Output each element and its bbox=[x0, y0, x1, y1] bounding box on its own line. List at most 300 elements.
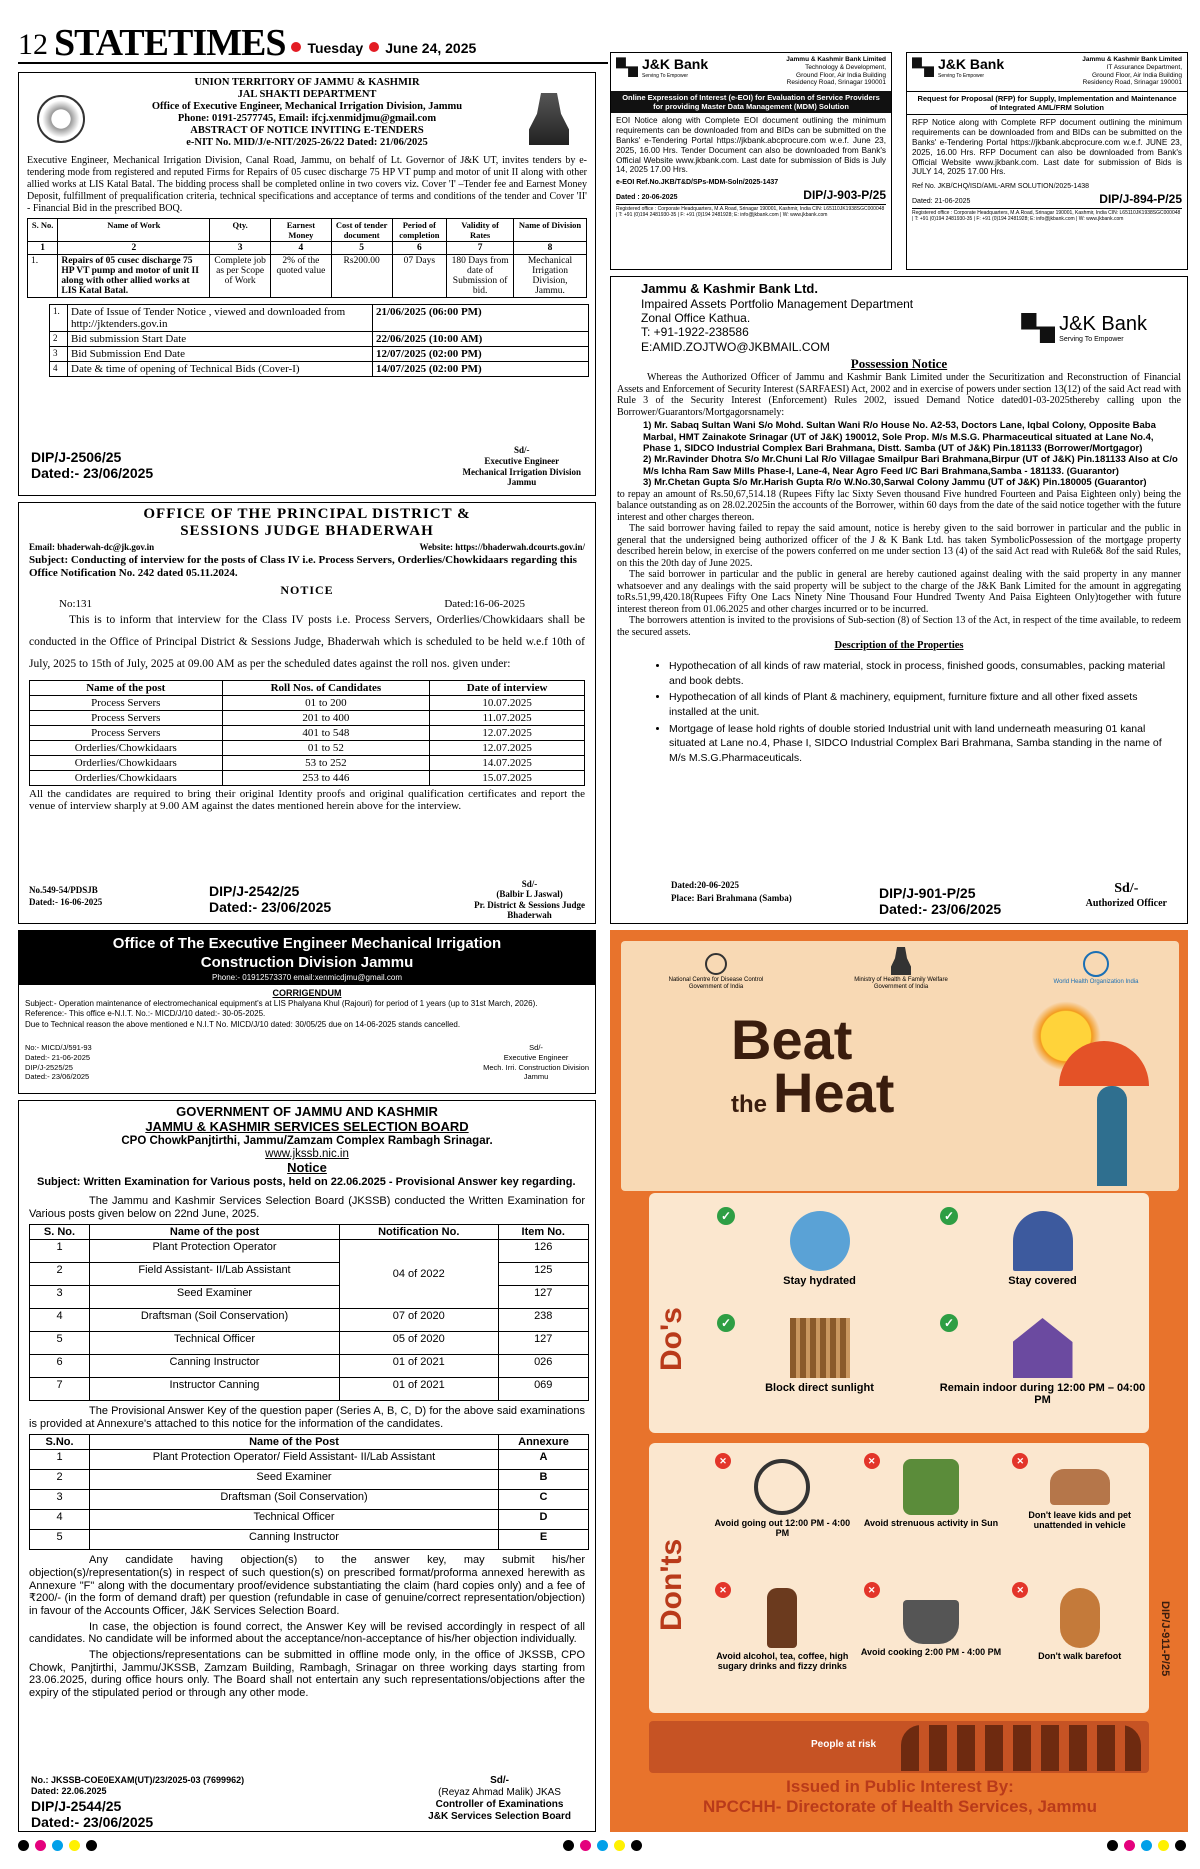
signature: Sd/- bbox=[513, 445, 530, 455]
cell: 4 bbox=[50, 362, 68, 377]
registration-dot-icon bbox=[86, 1840, 97, 1851]
registration-dot-icon bbox=[580, 1840, 591, 1851]
table-row bbox=[30, 740, 585, 755]
farmer-icon bbox=[903, 1459, 959, 1515]
issue-date: June 24, 2025 bbox=[385, 40, 477, 56]
table-row bbox=[30, 1240, 589, 1263]
ashoka-emblem-icon bbox=[891, 947, 911, 975]
dip-date: Dated:- 23/06/2025 bbox=[31, 465, 154, 481]
cell: 15.07.2025 bbox=[430, 770, 585, 785]
cooking-pot-icon bbox=[903, 1600, 959, 1644]
description-title: Description of the Properties bbox=[834, 640, 964, 651]
jkssb-notice bbox=[18, 1100, 596, 1832]
table-header: Cost of tender document bbox=[331, 219, 392, 242]
property-item: • Mortgage of lease hold rights of double storied Industrial unit with land underneath measuring 01 kanal situated at Lane no.4, Phase I, SIDCO Industrial Complex Bari Brahmana, Samba standing in the name of M/s M.S.G.Pharmaceuticals. bbox=[669, 722, 1175, 766]
jkbank-logo-icon bbox=[1021, 313, 1055, 343]
cell: 12.07.2025 bbox=[430, 725, 585, 740]
cell: 2 bbox=[50, 332, 68, 347]
cell: 5 bbox=[30, 1530, 90, 1550]
col-num: 5 bbox=[331, 242, 392, 255]
jkssb-mid: The Provisional Answer Key of the question paper (Series A, B, C, D) for the above said examinations is provided at Annexure's attached to this notice for the information of the candidates. bbox=[29, 1405, 585, 1430]
eoi-title: Online Expression of Interest (e-EOI) for Evaluation of Service Providers for providing Master Data Management (MDM) Solution bbox=[611, 91, 891, 113]
cell: Repairs of 05 cusec discharge 75 HP VT pump and motor of unit II along with other allied works at LIS Katal Batal. bbox=[58, 255, 210, 298]
table-row bbox=[30, 1470, 589, 1490]
car-icon bbox=[1050, 1469, 1110, 1505]
cell: 3 bbox=[50, 347, 68, 362]
page-number: 12 bbox=[18, 28, 48, 61]
table-row bbox=[50, 362, 589, 377]
masthead bbox=[18, 22, 608, 64]
cell: 01 to 52 bbox=[222, 740, 430, 755]
cell: 01 of 2021 bbox=[340, 1355, 499, 1378]
cell: 1 bbox=[30, 1240, 90, 1263]
cell: Mechanical Irrigation Division, Jammu. bbox=[514, 255, 587, 298]
cell: 05 of 2020 bbox=[340, 1332, 499, 1355]
construction-phone: Phone:- 01912573370 email:xenmicdjmu@gmail.com bbox=[212, 972, 402, 982]
bhaderwah-email: Email: bhaderwah-dc@jk.gov.in bbox=[29, 542, 155, 552]
signatory: (Reyaz Ahmad Malik) JKAS bbox=[438, 1787, 561, 1798]
cell: E bbox=[499, 1530, 589, 1550]
cell: 04 of 2022 bbox=[340, 1240, 499, 1309]
bhaderwah-notice-heading: NOTICE bbox=[280, 583, 334, 598]
construction-title1: Office of The Executive Engineer Mechanical Irrigation bbox=[112, 935, 502, 952]
people-at-risk-label: People at risk bbox=[811, 1739, 877, 1750]
bottle-icon bbox=[767, 1588, 797, 1648]
table-row bbox=[30, 755, 585, 770]
jkbank-possession-notice bbox=[610, 276, 1188, 924]
cell: Orderlies/Chowkidaars bbox=[30, 755, 223, 770]
bhaderwah-footer: All the candidates are required to bring their original Identity proofs and original qualification certificates and report the venue of interview sharply at 9.00 AM against the dates mentioned herein above for the interview. bbox=[29, 787, 585, 812]
cross-icon: ✕ bbox=[715, 1453, 731, 1469]
bank-address-line: Ground Floor, Air India Building bbox=[1092, 71, 1182, 79]
cell: 01 to 200 bbox=[222, 695, 430, 710]
borrower-entry: 1) Mr. Sabaq Sultan Wani S/o Mohd. Sultan Wani R/o House No. A2-53, Doctors Lane, Iqbal Colony, Opposite Baba Marbal, HMT Zainakote Srinagar (UT of J&K) 190012, Sole Prop. M/s M.S.G. Pharmaceutical situated at Lane No.4, Phase 1, SIDCO Industrial Complex Bari Brahmana, Distt. Samba (UT of J&K) Pin.181133 (Borrower/Mortgagor) bbox=[643, 420, 1156, 454]
bank-address-line: Technology & Development, bbox=[805, 63, 886, 71]
possession-h2: Impaired Assets Portfolio Management Department bbox=[641, 296, 914, 311]
bhaderwah-date: Dated:16-06-2025 bbox=[444, 598, 525, 611]
cell: Plant Protection Operator/ Field Assistant- II/Lab Assistant bbox=[90, 1450, 499, 1470]
table-row bbox=[30, 695, 585, 710]
table-header: Name of the post bbox=[90, 1225, 340, 1240]
bank-address-line: Jammu & Kashmir Bank Limited bbox=[786, 56, 886, 63]
property-item: • Hypothecation of all kinds of raw material, stock in process, finished goods, consumables, packing material and book debts. bbox=[669, 659, 1175, 688]
cell: Seed Examiner bbox=[90, 1470, 499, 1490]
possession-para2: to repay an amount of Rs.50,67,514.18 (Rupees Fifty lac Sixty Seven thousand Five hundred Fourteen and Paisa Eighteen only) being the balance outstanding as on 28.02.2025in the accounts of the Borrower, within 60 days from the date of the said notice together with the future interest and other charges thereon. bbox=[617, 488, 1181, 523]
dip-date: Dated:- 23/06/2025 bbox=[25, 1072, 90, 1082]
dip-number: DIP/J-2542/25 bbox=[209, 883, 300, 899]
jkbank-logo-icon bbox=[912, 57, 934, 77]
table-row bbox=[50, 305, 589, 332]
dip-number: DIP/J-911-P/25 bbox=[1159, 1601, 1171, 1677]
cell: Process Servers bbox=[30, 710, 223, 725]
brand-name: J&K Bank bbox=[1059, 313, 1147, 335]
jkbank-rfp-notice bbox=[906, 52, 1188, 270]
cell: 6 bbox=[30, 1355, 90, 1378]
table-header: S. No. bbox=[28, 219, 58, 242]
ncdc-logo-icon bbox=[705, 953, 727, 975]
signatory-place: Jammu bbox=[507, 477, 537, 488]
bhaderwah-website: Website: https://bhaderwah.dcourts.gov.in/ bbox=[419, 542, 585, 552]
ref-number: No:- MICD/J/591-93 bbox=[25, 1043, 92, 1052]
newspaper-name: STATETIMES bbox=[54, 22, 286, 64]
cell: 1 bbox=[30, 1450, 90, 1470]
do-item: Stay hydrated bbox=[783, 1275, 856, 1287]
dont-item: Avoid strenuous activity in Sun bbox=[863, 1518, 999, 1528]
table-header: Name of Division bbox=[514, 219, 587, 242]
cell: Instructor Canning bbox=[90, 1378, 340, 1401]
who-logo-icon bbox=[1083, 951, 1109, 977]
cell: Bid Submission End Date bbox=[68, 347, 373, 362]
table-row bbox=[30, 1510, 589, 1530]
jal-work-table bbox=[27, 218, 587, 298]
eoi-date: Dated : 20-06-2025 bbox=[616, 193, 678, 201]
dip-number: DIP/J-894-P/25 bbox=[1099, 191, 1182, 206]
cell: Complete job as per Scope of Work bbox=[210, 255, 271, 298]
cell: 01 of 2021 bbox=[340, 1378, 499, 1401]
table-row bbox=[30, 1263, 589, 1286]
dip-number: DIP/J-2525/25 bbox=[25, 1062, 73, 1072]
table-header: Earnest Money bbox=[271, 219, 332, 242]
cell: 4 bbox=[30, 1309, 90, 1332]
table-header: Period of completion bbox=[392, 219, 447, 242]
cell: 3 bbox=[30, 1490, 90, 1510]
jkssb-exam-table bbox=[29, 1224, 589, 1401]
possession-h4: T: +91-1922-238586 bbox=[641, 325, 749, 340]
table-header: Item No. bbox=[498, 1225, 589, 1240]
registration-dot-icon bbox=[1124, 1840, 1135, 1851]
emblem-icon bbox=[37, 95, 85, 143]
issue-day: Tuesday bbox=[307, 40, 364, 56]
do-item: Stay covered bbox=[1008, 1275, 1077, 1287]
title-beat: Beat bbox=[731, 1008, 853, 1071]
cross-icon: ✕ bbox=[715, 1582, 731, 1598]
cell: 126 bbox=[498, 1240, 589, 1263]
cell: 22/06/2025 (10:00 AM) bbox=[373, 332, 589, 347]
cell: 2 bbox=[30, 1470, 90, 1490]
dont-item: Avoid going out 12:00 PM - 4:00 PM bbox=[714, 1518, 851, 1538]
rfp-body: RFP Notice along with Complete RFP document outlining the minimum requirements can be downloaded from and BIDs can be submitted on the Banks' e-Tendering Portal https://jkbank.abcprocure.com w.e.f. JUNE 23, 2025, 16.00 Hrs. RFP Document can also be downloaded from Bank's Official Website www.jkbank.com. Last date for submission of Bids is JULY 14, 2025 17.00 Hrs. bbox=[912, 118, 1182, 177]
table-header: Name of the post bbox=[30, 680, 223, 695]
cross-icon: ✕ bbox=[1012, 1453, 1028, 1469]
bank-footer: Registered office : Corporate Headquarters, M.A.Road, Srinagar 190001, Kashmir, India CIN: L65110JK1938SGC000048 | T: +91 (0)194 2481930-35 | F: +91 (0)194 2481928; E: info@jkbank.com | W: www.jkbank.com bbox=[616, 206, 885, 219]
jal-line1: UNION TERRITORY OF JAMMU & KASHMIR bbox=[194, 77, 420, 88]
issued-by-line1: Issued in Public Interest By: bbox=[786, 1777, 1014, 1796]
table-header: S. No. bbox=[30, 1225, 90, 1240]
cell: 026 bbox=[498, 1355, 589, 1378]
jkssb-title1: GOVERNMENT OF JAMMU AND KASHMIR bbox=[176, 1104, 438, 1119]
table-header: Roll Nos. of Candidates bbox=[222, 680, 430, 695]
cell: Draftsman (Soil Conservation) bbox=[90, 1490, 499, 1510]
table-row bbox=[30, 1450, 589, 1470]
cell: 201 to 400 bbox=[222, 710, 430, 725]
cell: 2% of the quoted value bbox=[271, 255, 332, 298]
signatory-place: Jammu bbox=[523, 1072, 549, 1082]
do-item: Remain indoor during 12:00 PM – 04:00 PM bbox=[939, 1382, 1146, 1406]
signatory-office: Mechanical Irrigation Division bbox=[462, 466, 581, 477]
cross-icon: ✕ bbox=[864, 1453, 880, 1469]
registration-dot-icon bbox=[631, 1840, 642, 1851]
jal-shakti-tender-notice bbox=[18, 72, 596, 496]
signatory: Authorized Officer bbox=[1085, 897, 1167, 909]
dip-number: DIP/J-2544/25 bbox=[31, 1798, 122, 1814]
signatory-org: J&K Services Selection Board bbox=[428, 1811, 571, 1822]
registration-dot-icon bbox=[35, 1840, 46, 1851]
jal-line2: JAL SHAKTI DEPARTMENT bbox=[237, 89, 377, 101]
col-num: 8 bbox=[514, 242, 587, 255]
borrower-entry: 3) Mr.Chetan Gupta S/o Mr.Harish Gupta R/o W.No.30,Sarwal Colony Jammu (UT of J&K) Pin.180005 (Guarantor) bbox=[643, 477, 1147, 489]
dip-date: Dated:- 23/06/2025 bbox=[879, 901, 1002, 917]
cell: 1. bbox=[50, 305, 68, 332]
cell: 53 to 252 bbox=[222, 755, 430, 770]
cell: Date of Issue of Tender Notice , viewed and downloaded from http://jktenders.gov.in bbox=[68, 305, 373, 332]
registration-dot-icon bbox=[1141, 1840, 1152, 1851]
jkssb-title3: CPO ChowkPanjtirthi, Jammu/Zamzam Complex Rambagh Srinagar. bbox=[121, 1134, 493, 1147]
table-row bbox=[30, 725, 585, 740]
signatory-office: Pr. District & Sessions Judge bbox=[474, 899, 585, 910]
table-header: Annexure bbox=[499, 1435, 589, 1450]
jal-line5: ABSTRACT OF NOTICE INVITING E-TENDERS bbox=[190, 125, 424, 137]
ref-date: Dated:- 16-06-2025 bbox=[29, 896, 103, 907]
jkssb-notice-heading: Notice bbox=[287, 1160, 327, 1176]
cell: Technical Officer bbox=[90, 1332, 340, 1355]
cell: 7 bbox=[30, 1378, 90, 1401]
registration-dot-icon bbox=[1158, 1840, 1169, 1851]
table-row bbox=[30, 770, 585, 785]
jal-line4: Phone: 0191-2577745, Email: ifcj.xenmidjmu@gmail.com bbox=[177, 113, 437, 125]
jkssb-intro: The Jammu and Kashmir Services Selection Board (JKSSB) conducted the Written Examination for Various posts given below on 22nd June, 2025. bbox=[29, 1194, 585, 1220]
possession-place: Place: Bari Brahmana (Samba) bbox=[671, 892, 792, 903]
eoi-body: EOI Notice along with Complete EOI document outlining the minimum requirements can be downloaded from and BIDs can be submitted on the Banks' e-Tendering Portal https://jkbank.abcprocure.com w.e.f. June 23, 2025, 16.00 Hrs. Tender Document can also be downloaded from Bank's Official Website www.jkbank.com. Last date for submission of Bids is July 14, 2025 17.00 Hrs. bbox=[616, 116, 886, 175]
table-row bbox=[30, 1355, 589, 1378]
registration-dot-icon bbox=[1107, 1840, 1118, 1851]
col-num: 6 bbox=[392, 242, 447, 255]
cell: Process Servers bbox=[30, 725, 223, 740]
table-row bbox=[30, 1490, 589, 1510]
cell: 401 to 548 bbox=[222, 725, 430, 740]
cross-icon: ✕ bbox=[1012, 1582, 1028, 1598]
jkssb-title2: JAMMU & KASHMIR SERVICES SELECTION BOARD bbox=[145, 1118, 469, 1134]
possession-title: Possession Notice bbox=[850, 356, 948, 372]
construction-corrigendum bbox=[18, 930, 596, 1094]
cell: Orderlies/Chowkidaars bbox=[30, 740, 223, 755]
cell: 4 bbox=[30, 1510, 90, 1530]
cell: 14.07.2025 bbox=[430, 755, 585, 770]
hat-umbrella-icon bbox=[1013, 1211, 1073, 1271]
corrigendum-heading: CORRIGENDUM bbox=[272, 987, 342, 998]
dip-date: Dated:- 23/06/2025 bbox=[209, 899, 332, 915]
table-row bbox=[50, 347, 589, 362]
col-num: 4 bbox=[271, 242, 332, 255]
cell: Draftsman (Soil Conservation) bbox=[90, 1309, 340, 1332]
col-num: 1 bbox=[28, 242, 58, 255]
table-header: Name of the Post bbox=[90, 1435, 499, 1450]
dip-number: DIP/J-2506/25 bbox=[31, 449, 122, 465]
construction-body: Due to Technical reason the above mentioned e N.I.T No. MICD/J/10 dated: 30/05/25 due on 14-06-2025 stands cancelled. bbox=[25, 1020, 461, 1030]
rfp-ref: Ref No. JKB/CHQ/ISD/AML-ARM SOLUTION/2025-1438 bbox=[912, 183, 1089, 191]
cell: 2 bbox=[30, 1263, 90, 1286]
issued-by-line2: NPCCHH- Directorate of Health Services, Jammu bbox=[703, 1797, 1097, 1817]
registration-dot-icon bbox=[52, 1840, 63, 1851]
jal-dates-table bbox=[49, 304, 589, 377]
cell: B bbox=[499, 1470, 589, 1490]
cell: 14/07/2025 (02:00 PM) bbox=[373, 362, 589, 377]
bank-address-line: Jammu & Kashmir Bank Limited bbox=[1082, 56, 1182, 63]
cell: 5 bbox=[30, 1332, 90, 1355]
jkbank-eoi-notice bbox=[610, 52, 892, 270]
registration-dot-icon bbox=[69, 1840, 80, 1851]
possession-h5: E:AMID.ZOJTWO@JKBMAIL.COM bbox=[641, 339, 830, 354]
jkssb-annexure-table bbox=[29, 1434, 589, 1550]
col-num: 2 bbox=[58, 242, 210, 255]
signatory-office: Mech. Irri. Construction Division bbox=[483, 1062, 589, 1072]
cell: Seed Examiner bbox=[90, 1286, 340, 1309]
construction-subject: Subject:- Operation maintenance of electromechanical equipment's at LIS Phalyana Khul (Rajouri) for period of 1 years (up to 31st March, 2026). bbox=[25, 998, 538, 1008]
ref-number: No.: JKSSB-COE0EXAM(UT)/23/2025-03 (7699962) bbox=[31, 1775, 245, 1785]
check-icon: ✓ bbox=[940, 1207, 958, 1225]
bhaderwah-no: No:131 bbox=[59, 598, 92, 611]
check-icon: ✓ bbox=[940, 1314, 958, 1332]
dont-item: Don't walk barefoot bbox=[1038, 1651, 1122, 1661]
bhaderwah-title1: OFFICE OF THE PRINCIPAL DISTRICT & bbox=[143, 506, 471, 522]
cell: 127 bbox=[498, 1332, 589, 1355]
brand-tagline: Serving To Empower bbox=[1059, 336, 1124, 343]
title-heat: Heat bbox=[773, 1061, 895, 1125]
cell: 238 bbox=[498, 1309, 589, 1332]
house-icon bbox=[1013, 1318, 1073, 1378]
people-silhouettes-icon bbox=[901, 1725, 1141, 1771]
registration-dot-icon bbox=[18, 1840, 29, 1851]
check-icon: ✓ bbox=[717, 1207, 735, 1225]
signature: Sd/- bbox=[521, 879, 538, 889]
woman-figure-icon bbox=[1097, 1086, 1127, 1186]
rfp-title: Request for Proposal (RFP) for Supply, Implementation and Maintenance of Integrated AML/FRM Solution bbox=[907, 91, 1187, 115]
cell: 069 bbox=[498, 1378, 589, 1401]
construction-title2: Construction Division Jammu bbox=[200, 953, 414, 971]
brand-name: J&K Bank bbox=[938, 56, 1005, 72]
table-row bbox=[30, 1378, 589, 1401]
cell: 253 to 446 bbox=[222, 770, 430, 785]
construction-reference: Reference:- This office e-N.I.T. No.:- MICD/J/10 dated:- 30-05-2025. bbox=[25, 1009, 266, 1019]
cell: Bid submission Start Date bbox=[68, 332, 373, 347]
brand-tagline: Serving To Empower bbox=[938, 72, 985, 79]
cell: Plant Protection Operator bbox=[90, 1240, 340, 1263]
dont-item: Avoid alcohol, tea, coffee, high sugary drinks and fizzy drinks bbox=[716, 1651, 849, 1671]
cell: 11.07.2025 bbox=[430, 710, 585, 725]
cross-icon: ✕ bbox=[864, 1582, 880, 1598]
cell: Canning Instructor bbox=[90, 1355, 340, 1378]
signatory: Executive Engineer bbox=[484, 455, 560, 466]
possession-para5: The borrowers attention is invited to the provisions of Sub-section (8) of Section 13 of the Act, in respect of the time available, to redeem the secured assets. bbox=[617, 615, 1181, 638]
cell: D bbox=[499, 1510, 589, 1530]
brand-name: J&K Bank bbox=[642, 56, 709, 72]
ncdc-label: National Centre for Disease Control Government of India bbox=[668, 977, 764, 990]
curtain-window-icon bbox=[790, 1318, 850, 1378]
registration-dot-icon bbox=[563, 1840, 574, 1851]
bank-address-line: Ground Floor, Air India Building bbox=[796, 71, 886, 79]
table-header: Name of Work bbox=[58, 219, 210, 242]
signatory: (Balbir L Jaswal) bbox=[496, 889, 563, 900]
registration-dot-icon bbox=[614, 1840, 625, 1851]
cell: Field Assistant- II/Lab Assistant bbox=[90, 1263, 340, 1286]
jkssb-para2: In case, the objection is found correct, the Answer Key will be revised accordingly in respect of all candidates. No candidate will be informed about the acceptance/non-acceptance of his/her objection individually. bbox=[29, 1620, 585, 1646]
do-item: Block direct sunlight bbox=[765, 1382, 874, 1394]
ref-date: Dated:- 21-06-2025 bbox=[25, 1052, 91, 1062]
bank-address-line: Residency Road, Srinagar 190001 bbox=[786, 79, 886, 87]
possession-para1: Whereas the Authorized Officer of Jammu and Kashmir Bank Limited under the Securitization and Reconstruction of Financial Assets and Enforcement of Security Interest (SARFAESI) Act, 2002 and in exercise of powers under section 13(12) of the said Act read with Rule 3 of the Security Interest (Enforcement) Rules 2002, issued Demand Notice dated01-03-2025thereby calling upon the Borrower/Guarantors/Mortgagorsnamely: bbox=[617, 372, 1181, 418]
possession-para3: The said borrower having failed to repay the said amount, notice is hereby given to the said borrower in particular and the public in general that the undersigned being authorized officer of the J & K Bank Ltd. has taken SymbolicPossession of the mortgage property described herein below, in exercise of the powers conferred on me under section 13 (4) of the said Act read with Rule6& 8of the said Rules, on this the 20th day of June 2025. bbox=[617, 523, 1181, 569]
table-row bbox=[30, 1530, 589, 1550]
brand-tagline: Serving To Empower bbox=[642, 72, 689, 79]
beat-the-heat-ad bbox=[610, 930, 1188, 1832]
property-item: • Hypothecation of all kinds of Plant & machinery, equipment, furniture fixture and all other fixed assets installed at the unit. bbox=[669, 690, 1175, 719]
barefoot-icon bbox=[1060, 1588, 1100, 1648]
dont-item: Avoid cooking 2:00 PM - 4:00 PM bbox=[860, 1647, 1002, 1657]
bank-address-line: IT Assurance Department, bbox=[1106, 63, 1182, 71]
signatory: Executive Engineer bbox=[503, 1052, 569, 1062]
bank-address-line: Residency Road, Srinagar 190001 bbox=[1082, 79, 1182, 87]
jal-line6: e-NIT No. MID/J/e-NIT/2025-26/22 Dated: 21/06/2025 bbox=[186, 137, 428, 149]
col-num: 7 bbox=[447, 242, 514, 255]
table-row bbox=[50, 332, 589, 347]
cell: 3 bbox=[30, 1286, 90, 1309]
cell: 12.07.2025 bbox=[430, 740, 585, 755]
jkssb-website[interactable]: www.jkssb.nic.in bbox=[265, 1148, 349, 1161]
cell: 12/07/2025 (02:00 PM) bbox=[373, 347, 589, 362]
red-bullet-icon bbox=[369, 42, 379, 52]
signature: Sd/- bbox=[529, 1043, 543, 1052]
table-row bbox=[28, 255, 587, 298]
possession-h3: Zonal Office Kathua. bbox=[641, 310, 751, 325]
possession-para4: The said borrower in particular and the public in general are hereby cautioned against dealing with the said property in any manner whatsoever and any dealings with the said property will be subject to the charge of the J&K Bank Limited for the amount in aggregating toRs.51,99,420.18(Rupees Fifty One Lacs Ninety Nine Thousand Four Hundred Twenty And Paisa Eighteen Only)together with future interest thereon from 01.06.2025 and other charges incurred or to be incurred. bbox=[617, 569, 1181, 615]
dos-label: Do's bbox=[655, 1307, 688, 1371]
bhaderwah-title2: SESSIONS JUDGE BHADERWAH bbox=[180, 522, 434, 539]
ref-date: Dated: 22.06.2025 bbox=[31, 1785, 107, 1796]
table-header: Notification No. bbox=[340, 1225, 499, 1240]
jkbank-logo-icon bbox=[616, 57, 638, 77]
mohfw-label: Ministry of Health & Family Welfare Government of India bbox=[854, 977, 948, 990]
check-icon: ✓ bbox=[717, 1314, 735, 1332]
table-header: Validity of Rates bbox=[447, 219, 514, 242]
cell: Canning Instructor bbox=[90, 1530, 499, 1550]
cell: 07 of 2020 bbox=[340, 1309, 499, 1332]
cell: Date & time of opening of Technical Bids (Cover-I) bbox=[68, 362, 373, 377]
title-the: the bbox=[731, 1091, 767, 1119]
cell: Technical Officer bbox=[90, 1510, 499, 1530]
print-registration-marks bbox=[18, 1838, 1186, 1852]
ref-number: No.549-54/PDSJB bbox=[29, 885, 98, 895]
table-header: S.No. bbox=[30, 1435, 90, 1450]
cell: A bbox=[499, 1450, 589, 1470]
cell: 21/06/2025 (06:00 PM) bbox=[373, 305, 589, 332]
possession-h1: Jammu & Kashmir Bank Ltd. bbox=[641, 281, 818, 296]
signatory-office: Controller of Examinations bbox=[435, 1799, 564, 1810]
bhaderwah-body: This is to inform that interview for the Class IV posts i.e. Process Servers, Orderlies/Chowkidaars shall be conducted in the Office of Principal District & Sessions Judge, Bhaderwah which is scheduled to be held w.e.f 10th of July, 2025 to 15th of July, 2025 at 09.00 AM as per the scheduled dates against the roll nos. given under: bbox=[29, 614, 585, 670]
bhaderwah-subject: Subject: Conducting of interview for the posts of Class IV i.e. Process Servers, Orderlies/Chowkidaars regarding this Office Notification No. 242 dated 05.11.2024. bbox=[29, 554, 577, 579]
dont-item: Don't leave kids and pet unattended in vehicle bbox=[1028, 1510, 1131, 1530]
cycling-icon bbox=[754, 1459, 810, 1515]
bank-footer: Registered office : Corporate Headquarters, M.A.Road, Srinagar 190001, Kashmir, India CIN: L65110JK1938SGC000048 | T: +91 (0)194 2481930-35 | F: +91 (0)194 2481928; E: info@jkbank.com | W: www.jkbank.com bbox=[912, 210, 1181, 223]
table-row bbox=[30, 1332, 589, 1355]
bhaderwah-interview-notice bbox=[18, 502, 596, 924]
cell: 1. bbox=[28, 255, 58, 298]
borrower-entry: 2) Mr.Ravinder Dhotra S/o Mr.Chuni Lal R/o Villagae Smailpur Bari Brahmana,Birpur (UT of J&K) Pin.181133 Also at C/o M/s Ichha Ram Saw Mills Phase-I, Lane-4, Near Agro Feed I/C Bari Brahmana,Samba - 181133. (Guarantor) bbox=[643, 454, 1178, 477]
table-header: Qty. bbox=[210, 219, 271, 242]
jkssb-subject: Subject: Written Examination for Various posts, held on 22.06.2025 - Provisional Answer key regarding. bbox=[37, 1176, 576, 1189]
table-row bbox=[30, 710, 585, 725]
table-row bbox=[30, 1309, 589, 1332]
jkssb-para3: The objections/representations can be submitted in offline mode only, in the office of JKSSB, CPO Chowk, Panjtirthi, Jammu/JKSSB, Zamzam Building, Rambagh, Srinagar on three working days starting from 23.06.2025, during office hours only. The Board shall not entertain any such representations/objections after the expiry of the stipulated period or through any other mode. bbox=[29, 1648, 585, 1699]
signatory-place: Bhaderwah bbox=[507, 910, 552, 921]
